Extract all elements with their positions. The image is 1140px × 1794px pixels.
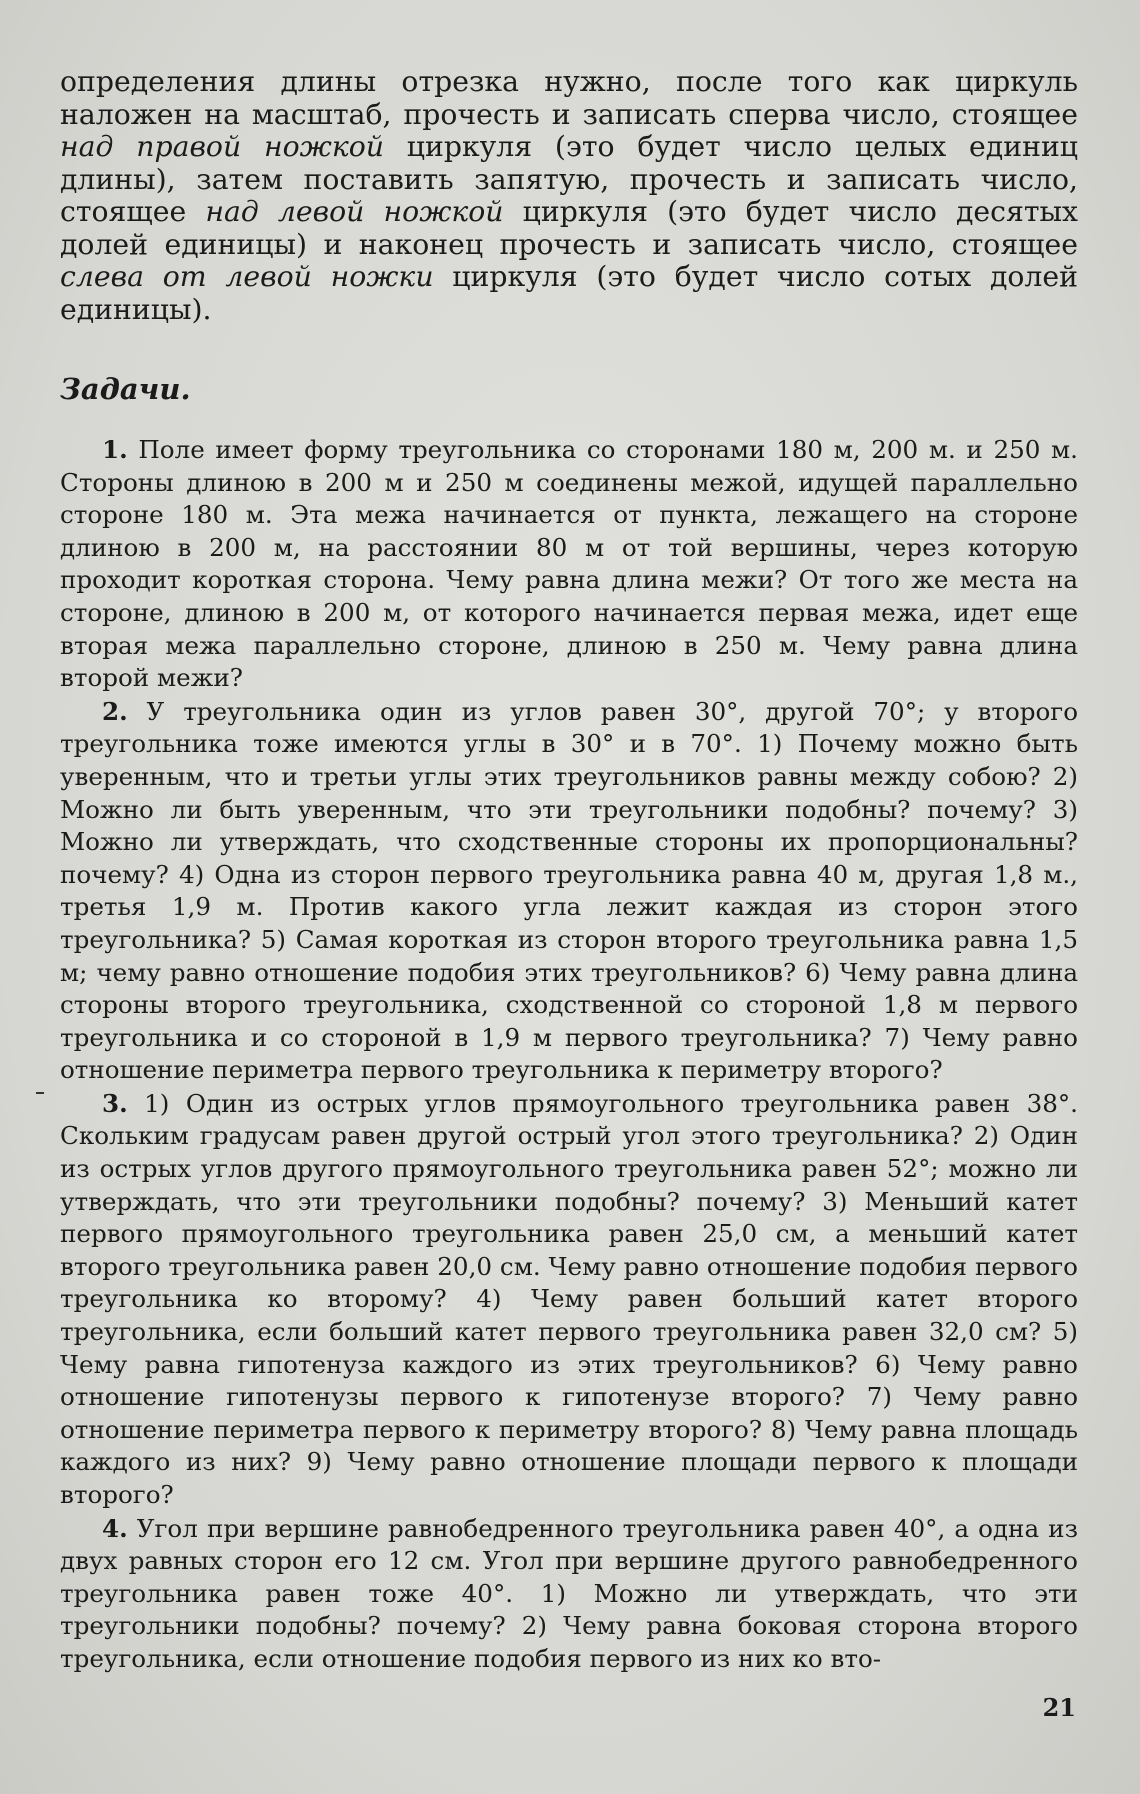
- problem-number: 3.: [102, 1088, 128, 1118]
- intro-italic-1: над правой ножкой: [60, 130, 384, 163]
- problem-1: [60, 434, 1078, 695]
- margin-mark: [36, 1092, 44, 1094]
- problem-number: 1.: [102, 435, 128, 464]
- intro-italic-2: над левой ножкой: [205, 195, 504, 228]
- section-heading: Задачи.: [60, 372, 191, 406]
- intro-italic-3: слева от левой ножки: [60, 260, 434, 293]
- page-number: 21: [1042, 1693, 1076, 1722]
- problem-number: 2.: [102, 696, 128, 726]
- problem-text: Угол при вершине равнобедренного треугольника равен 40°, а одна из двух равных сторон его 12 см. Угол при вершине другого равнобедренного треугольника равен тоже 40°. 1) Можно ли утверждать, что эти треугольники подобны? почему? 2) Чему равна боковая сторона второго треугольника, если отношение подобия первого из них ко вто-: [60, 1513, 1078, 1673]
- problem-3: [60, 1088, 1078, 1512]
- intro-text-3: циркуля (это будет число десятых долей единицы) и наконец прочесть и записать число, стоящее: [60, 195, 1078, 261]
- problem-2: [60, 696, 1078, 1087]
- intro-paragraph: [60, 66, 1078, 326]
- problem-4: [60, 1513, 1078, 1676]
- problem-text: 1) Один из острых углов прямоугольного треугольника равен 38°. Скольким градусам равен другой острый угол этого треугольника? 2) Один из острых углов другого прямоугольного треугольника равен 52°; можно ли утверждать, что эти треугольники подобны? почему? 3) Меньший катет первого прямоугольного треугольника равен 25,0 см, а меньший катет второго треугольника равен 20,0 см. Чему равно отношение подобия первого треугольника ко второму? 4) Чему равен больший катет второго треугольника, если больший катет первого треугольника равен 32,0 см? 5) Чему равна гипотенуза каждого из этих треугольников? 6) Чему равно отношение гипотенузы первого к гипотенузе второго? 7) Чему равно отношение периметра первого к периметру второго? 8) Чему равна площадь каждого из них? 9) Чему равно отношение площади первого к площади второго?: [60, 1088, 1078, 1509]
- intro-text-4: циркуля (это будет число сотых долей единицы).: [60, 260, 1078, 326]
- intro-text-1: определения длины отрезка нужно, после того как циркуль наложен на масштаб, прочесть и записать сперва число, стоящее: [60, 65, 1078, 131]
- problem-number: 4.: [102, 1513, 128, 1543]
- problem-text: У треугольника один из углов равен 30°, другой 70°; у второго треугольника тоже имеются углы в 30° и в 70°. 1) Почему можно быть уверенным, что и третьи углы этих треугольников равны между собою? 2) Можно ли быть уверенным, что эти треугольники подобны? почему? 3) Можно ли утверждать, что сходственные стороны их пропорциональны? почему? 4) Одна из сторон первого треугольника равна 40 м, другая 1,8 м., третья 1,9 м. Против какого угла лежит каждая из сторон этого треугольника? 5) Самая короткая из сторон второго треугольника равна 1,5 м; чему равно отношение подобия этих треугольников? 6) Чему равна длина стороны второго треугольника, сходственной со стороной 1,8 м первого треугольника и со стороной в 1,9 м первого треугольника? 7) Чему равно отношение периметра первого треугольника к периметру второго?: [60, 696, 1078, 1085]
- intro-text-2: циркуля (это будет число целых единиц длины), затем поставить запятую, прочесть и записать число, стоящее: [60, 130, 1079, 228]
- problem-text: Поле имеет форму треугольника со сторонами 180 м, 200 м. и 250 м. Стороны длиною в 200 м и 250 м соединены межой, идущей параллельно стороне 180 м. Эта межа начинается от пункта, лежащего на стороне длиною в 200 м, на расстоянии 80 м от той вершины, через которую проходит короткая сторона. Чему равна длина межи? От того же места на стороне, длиною в 200 м, от которого начинается первая межа, идет еще вторая межа параллельно стороне, длиною в 250 м. Чему равна длина второй межи?: [60, 435, 1078, 693]
